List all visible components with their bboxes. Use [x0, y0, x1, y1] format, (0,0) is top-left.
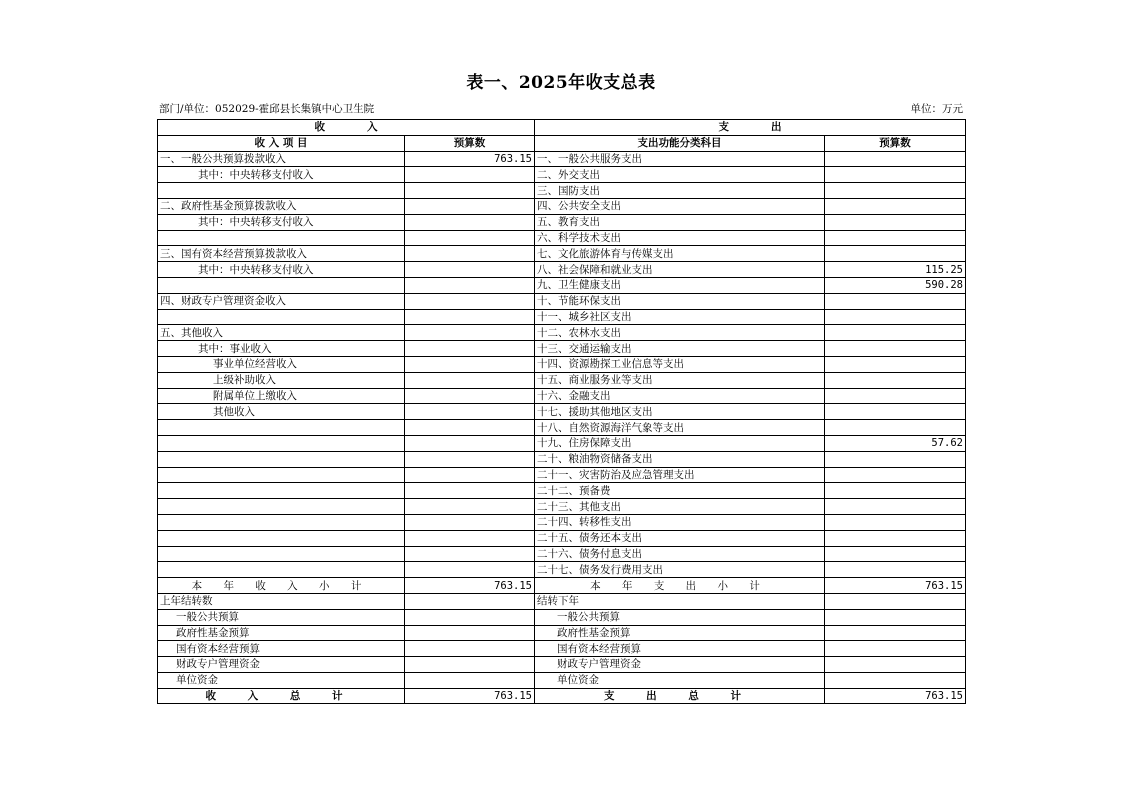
expense-item: 二十一、灾害防治及应急管理支出 — [535, 467, 825, 483]
income-budget-header: 预算数 — [405, 135, 535, 151]
expense-value — [825, 167, 966, 183]
table-row — [158, 293, 966, 309]
income-item: 事业单位经营收入 — [158, 356, 405, 372]
income-item: 其中：中央转移支付收入 — [158, 262, 405, 278]
table-row — [158, 214, 966, 230]
table-row — [158, 246, 966, 262]
income-item: 其他收入 — [158, 404, 405, 420]
income-value: 763.15 — [405, 151, 535, 167]
expense-value — [825, 467, 966, 483]
income-item: 五、其他收入 — [158, 325, 405, 341]
expense-item: 十一、城乡社区支出 — [535, 309, 825, 325]
table-row — [158, 309, 966, 325]
carry-income-value — [405, 609, 535, 625]
expense-item: 五、教育支出 — [535, 214, 825, 230]
expense-value: 57.62 — [825, 435, 966, 451]
income-value — [405, 420, 535, 436]
table-row — [158, 356, 966, 372]
income-item: 上级补助收入 — [158, 372, 405, 388]
expense-value — [825, 499, 966, 515]
carry-expense-item: 单位资金 — [535, 672, 825, 688]
expense-item: 十五、商业服务业等支出 — [535, 372, 825, 388]
income-value — [405, 562, 535, 578]
carry-income-item: 财政专户管理资金 — [158, 657, 405, 673]
income-subtotal-value: 763.15 — [405, 578, 535, 594]
carry-income-item: 单位资金 — [158, 672, 405, 688]
income-value — [405, 483, 535, 499]
expense-value — [825, 404, 966, 420]
table-row — [158, 483, 966, 499]
expense-value — [825, 341, 966, 357]
expense-item: 二、外交支出 — [535, 167, 825, 183]
income-item — [158, 435, 405, 451]
expense-value: 115.25 — [825, 262, 966, 278]
income-item-header: 收 入 项 目 — [158, 135, 405, 151]
income-value — [405, 356, 535, 372]
header-row-2 — [158, 135, 966, 151]
expense-value — [825, 546, 966, 562]
expense-item: 十六、金融支出 — [535, 388, 825, 404]
income-header: 收 入 — [158, 120, 535, 136]
income-value — [405, 309, 535, 325]
income-value — [405, 167, 535, 183]
expense-item: 八、社会保障和就业支出 — [535, 262, 825, 278]
expense-item: 七、文化旅游体育与传媒支出 — [535, 246, 825, 262]
table-row — [158, 198, 966, 214]
table-row — [158, 514, 966, 530]
income-total-value: 763.15 — [405, 688, 535, 704]
carry-expense-item: 政府性基金预算 — [535, 625, 825, 641]
income-value — [405, 530, 535, 546]
expense-item-header: 支出功能分类科目 — [535, 135, 825, 151]
expense-item: 二十二、预备费 — [535, 483, 825, 499]
income-item — [158, 546, 405, 562]
page-title: 表一、2025年收支总表 — [466, 73, 656, 93]
carry-income-value — [405, 625, 535, 641]
expense-value — [825, 198, 966, 214]
income-item: 四、财政专户管理资金收入 — [158, 293, 405, 309]
unit-label: 单位：万元 — [910, 103, 963, 115]
expense-item: 六、科学技术支出 — [535, 230, 825, 246]
expense-total-value: 763.15 — [825, 688, 966, 704]
expense-header: 支 出 — [535, 120, 966, 136]
expense-budget-header: 预算数 — [825, 135, 966, 151]
header-row-1 — [158, 120, 966, 136]
income-value — [405, 404, 535, 420]
subtotal-row — [158, 578, 966, 594]
expense-value — [825, 293, 966, 309]
income-value — [405, 262, 535, 278]
income-item: 三、国有资本经营预算拨款收入 — [158, 246, 405, 262]
expense-value — [825, 514, 966, 530]
income-value — [405, 183, 535, 199]
expense-value — [825, 483, 966, 499]
table-row — [158, 467, 966, 483]
income-item: 其中：事业收入 — [158, 341, 405, 357]
income-item — [158, 483, 405, 499]
carry-income-item: 国有资本经营预算 — [158, 641, 405, 657]
expense-value — [825, 562, 966, 578]
carry-expense-item: 一般公共预算 — [535, 609, 825, 625]
expense-value — [825, 214, 966, 230]
income-item — [158, 562, 405, 578]
carry-income-value — [405, 657, 535, 673]
income-total-label: 收 入 总 计 — [158, 688, 405, 704]
income-value — [405, 325, 535, 341]
table-row — [158, 530, 966, 546]
carry-row — [158, 625, 966, 641]
income-item — [158, 183, 405, 199]
expense-value — [825, 183, 966, 199]
expense-value — [825, 230, 966, 246]
income-value — [405, 230, 535, 246]
income-value — [405, 499, 535, 515]
income-value — [405, 214, 535, 230]
income-value — [405, 451, 535, 467]
income-item — [158, 309, 405, 325]
expense-item: 二十六、债务付息支出 — [535, 546, 825, 562]
carry-income-value — [405, 672, 535, 688]
income-value — [405, 435, 535, 451]
expense-value: 590.28 — [825, 277, 966, 293]
expense-item: 二十五、债务还本支出 — [535, 530, 825, 546]
carry-row — [158, 593, 966, 609]
expense-item: 二十三、其他支出 — [535, 499, 825, 515]
expense-value — [825, 451, 966, 467]
budget-summary-table — [157, 119, 966, 704]
income-item — [158, 420, 405, 436]
table-row — [158, 183, 966, 199]
income-item: 二、政府性基金预算拨款收入 — [158, 198, 405, 214]
expense-item: 九、卫生健康支出 — [535, 277, 825, 293]
income-value — [405, 341, 535, 357]
table-row — [158, 451, 966, 467]
income-item — [158, 277, 405, 293]
carry-expense-value — [825, 609, 966, 625]
income-item — [158, 530, 405, 546]
table-row — [158, 372, 966, 388]
income-item — [158, 467, 405, 483]
carry-expense-value — [825, 641, 966, 657]
carry-expense-item: 财政专户管理资金 — [535, 657, 825, 673]
expense-item: 四、公共安全支出 — [535, 198, 825, 214]
expense-value — [825, 420, 966, 436]
income-value — [405, 246, 535, 262]
expense-item: 三、国防支出 — [535, 183, 825, 199]
income-subtotal-label: 本 年 收 入 小 计 — [158, 578, 405, 594]
expense-total-label: 支 出 总 计 — [535, 688, 825, 704]
income-value — [405, 277, 535, 293]
expense-value — [825, 530, 966, 546]
income-value — [405, 546, 535, 562]
table-row — [158, 167, 966, 183]
expense-item: 十四、资源勘探工业信息等支出 — [535, 356, 825, 372]
table-row — [158, 262, 966, 278]
expense-subtotal-label: 本 年 支 出 小 计 — [535, 578, 825, 594]
carry-income-value — [405, 641, 535, 657]
carry-income-item: 一般公共预算 — [158, 609, 405, 625]
expense-item: 十、节能环保支出 — [535, 293, 825, 309]
table-row — [158, 277, 966, 293]
carry-income-item: 上年结转数 — [158, 593, 405, 609]
income-item — [158, 514, 405, 530]
carry-income-item: 政府性基金预算 — [158, 625, 405, 641]
expense-item: 十八、自然资源海洋气象等支出 — [535, 420, 825, 436]
income-item: 其中：中央转移支付收入 — [158, 214, 405, 230]
carry-row — [158, 609, 966, 625]
expense-value — [825, 372, 966, 388]
carry-expense-value — [825, 657, 966, 673]
expense-item: 二十七、债务发行费用支出 — [535, 562, 825, 578]
expense-value — [825, 309, 966, 325]
carry-row — [158, 672, 966, 688]
income-item — [158, 230, 405, 246]
income-value — [405, 198, 535, 214]
table-row — [158, 546, 966, 562]
expense-value — [825, 356, 966, 372]
carry-row — [158, 641, 966, 657]
expense-item: 十三、交通运输支出 — [535, 341, 825, 357]
income-item: 其中：中央转移支付收入 — [158, 167, 405, 183]
expense-subtotal-value: 763.15 — [825, 578, 966, 594]
income-value — [405, 467, 535, 483]
expense-value — [825, 246, 966, 262]
table-row — [158, 404, 966, 420]
income-value — [405, 388, 535, 404]
carry-expense-item: 结转下年 — [535, 593, 825, 609]
income-item: 附属单位上缴收入 — [158, 388, 405, 404]
expense-item: 一、一般公共服务支出 — [535, 151, 825, 167]
table-row — [158, 230, 966, 246]
table-row — [158, 499, 966, 515]
income-value — [405, 514, 535, 530]
carry-expense-value — [825, 672, 966, 688]
table-row — [158, 388, 966, 404]
expense-item: 十九、住房保障支出 — [535, 435, 825, 451]
income-value — [405, 293, 535, 309]
expense-item: 十七、援助其他地区支出 — [535, 404, 825, 420]
income-item — [158, 451, 405, 467]
table-row — [158, 151, 966, 167]
expense-value — [825, 325, 966, 341]
carry-income-value — [405, 593, 535, 609]
table-row — [158, 341, 966, 357]
table-row — [158, 420, 966, 436]
table-row — [158, 562, 966, 578]
carry-expense-item: 国有资本经营预算 — [535, 641, 825, 657]
total-row — [158, 688, 966, 704]
carry-row — [158, 657, 966, 673]
income-item — [158, 499, 405, 515]
expense-item: 十二、农林水支出 — [535, 325, 825, 341]
expense-value — [825, 151, 966, 167]
expense-item: 二十、粮油物资储备支出 — [535, 451, 825, 467]
expense-item: 二十四、转移性支出 — [535, 514, 825, 530]
table-row — [158, 325, 966, 341]
table-row — [158, 435, 966, 451]
income-item: 一、一般公共预算拨款收入 — [158, 151, 405, 167]
expense-value — [825, 388, 966, 404]
carry-expense-value — [825, 593, 966, 609]
department-label: 部门/单位：052029-霍邱县长集镇中心卫生院 — [159, 103, 375, 115]
carry-expense-value — [825, 625, 966, 641]
income-value — [405, 372, 535, 388]
